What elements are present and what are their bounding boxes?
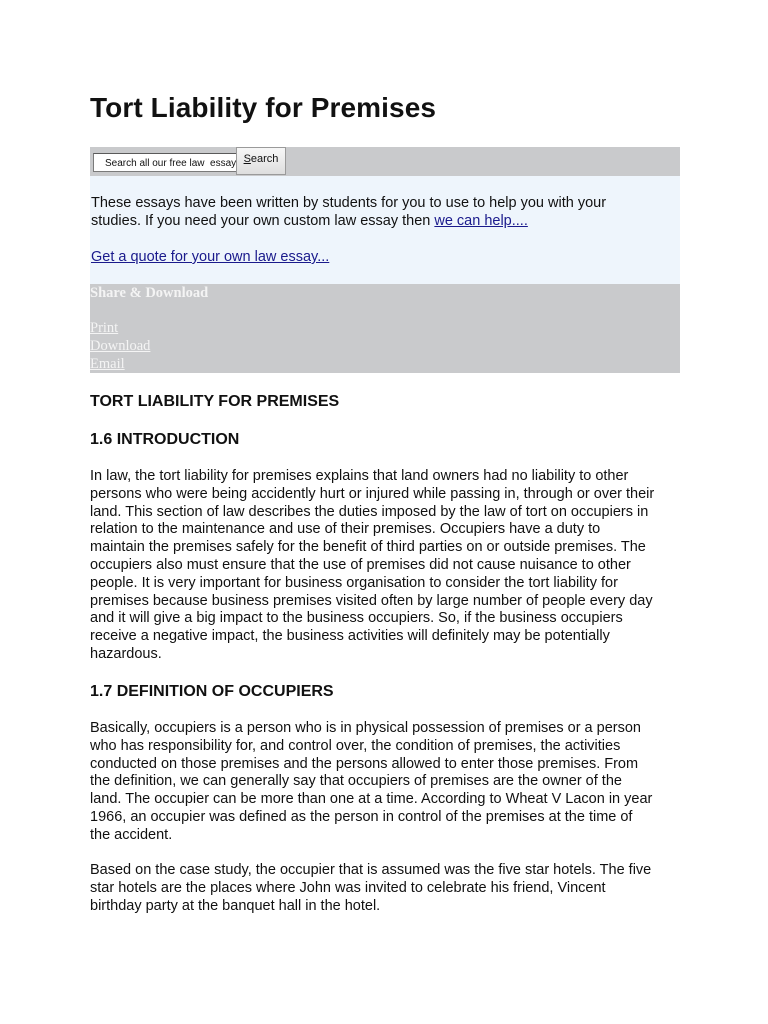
paragraph-line: maintain the premises safely for the benefit of third parties on or outside premises. The [90, 539, 646, 556]
email-link[interactable]: Email [90, 356, 125, 372]
info-box [90, 176, 680, 284]
info-text [91, 194, 651, 230]
paragraph-line: receive a negative impact, the business activities will definitely may be potentially [90, 628, 610, 645]
paragraph-line: land. This section of law describes the duties imposed by the law of tort on occupiers in [90, 503, 649, 520]
search-button-accel: S [243, 153, 251, 165]
section-heading-main: TORT LIABILITY FOR PREMISES [90, 393, 340, 410]
paragraph-line: relation to the maintenance and use of their premises. Occupiers have a duty to [90, 521, 601, 538]
we-can-help-link[interactable]: we can help.... [434, 213, 528, 229]
print-link[interactable]: Print [90, 320, 119, 336]
download-link[interactable]: Download [90, 338, 151, 354]
search-button[interactable] [236, 147, 286, 175]
search-button-label: earch [250, 153, 279, 165]
share-download-panel [90, 284, 680, 373]
definition-paragraph [90, 720, 680, 845]
search-bar [90, 147, 680, 176]
get-quote-link[interactable]: Get a quote for your own law essay... [91, 249, 330, 265]
paragraph-line: premises because business premises visited often by large number of people every day [90, 592, 653, 609]
share-download-title: Share & Download [90, 285, 209, 301]
paragraph-line: people. It is very important for business organisation to consider the tort liability for [90, 574, 618, 591]
paragraph-line: the definition, we can generally say that occupiers of premises are the owner of the [90, 773, 622, 790]
search-input[interactable] [93, 153, 237, 172]
paragraph-line: and it will give a big impact to the business occupiers. So, if the business occupiers [90, 610, 623, 627]
paragraph-line: conducted on those premises and the persons allowed to enter those premises. From [90, 755, 639, 772]
paragraph-line: Basically, occupiers is a person who is in physical possession of premises or a person [90, 720, 641, 736]
introduction-paragraph [90, 468, 680, 664]
paragraph-line: birthday party at the banquet hall in the hotel. [90, 897, 381, 914]
case-study-paragraph [90, 862, 680, 915]
section-heading-introduction: 1.6 INTRODUCTION [90, 431, 240, 448]
paragraph-line: In law, the tort liability for premises explains that land owners had no liability to other [90, 468, 629, 484]
paragraph-line: who has responsibility for, and control over, the condition of premises, the activities [90, 737, 621, 754]
paragraph-line: Based on the case study, the occupier that is assumed was the five star hotels. The five [90, 862, 652, 878]
paragraph-line: 1966, an occupier was defined as the person in control of the premises at the time of [90, 808, 633, 825]
page-title: Tort Liability for Premises [90, 92, 437, 123]
info-text-body: These essays have been written by students for you to use to help you with your studies. If you need your own custom law essay then [91, 195, 607, 229]
paragraph-line: hazardous. [90, 645, 162, 662]
paragraph-line: persons who were being accidently hurt or injured while passing in, through or over their [90, 485, 655, 502]
section-heading-definition: 1.7 DEFINITION OF OCCUPIERS [90, 683, 334, 700]
paragraph-line: occupiers also must ensure that the use of premises did not cause nuisance to other [90, 556, 631, 573]
paragraph-line: star hotels are the places where John was invited to celebrate his friend, Vincent [90, 879, 606, 896]
paragraph-line: the accident. [90, 826, 173, 843]
paragraph-line: land. The occupier can be more than one at a time. According to Wheat V Lacon in year [90, 791, 653, 808]
